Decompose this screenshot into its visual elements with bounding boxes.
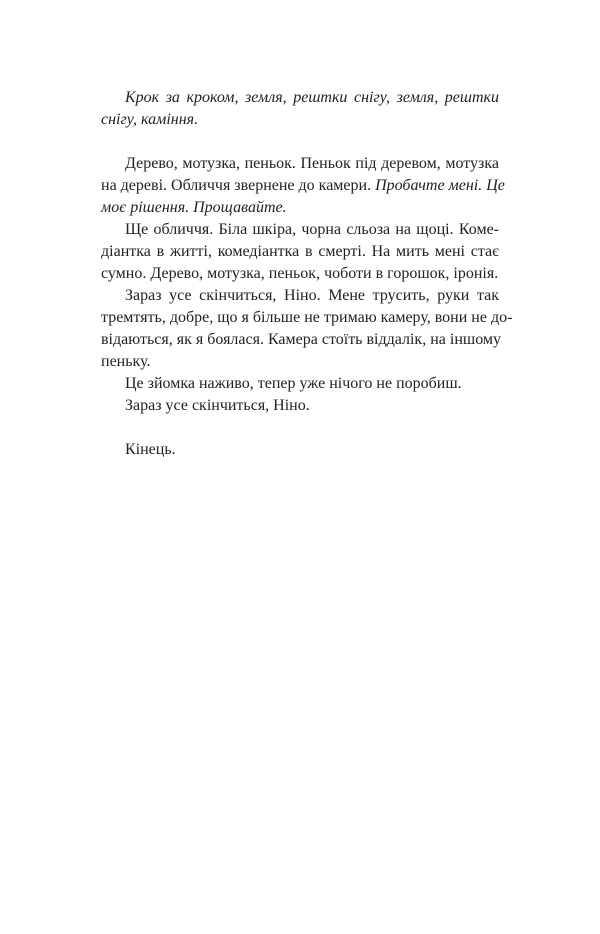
italic-text: моє рішення. Прощавайте. [101, 199, 287, 216]
text-line [101, 439, 499, 461]
text-line [101, 109, 499, 131]
paragraph [101, 395, 499, 417]
text: сумно. Дерево, мотузка, пеньок, чоботи в горошок, іронія. [101, 265, 499, 282]
book-page [101, 87, 513, 461]
text: Це зйомка наживо, тепер уже нічого не поробиш. [125, 375, 462, 392]
text-line [101, 285, 499, 307]
text-line [101, 197, 499, 219]
paragraph-italic-epigraph [101, 87, 499, 131]
text: Зараз усе скінчиться, Ніно. [125, 397, 310, 414]
text-line [101, 373, 499, 395]
italic-text: снігу, каміння. [101, 111, 199, 128]
italic-text: Крок за кроком, земля, рештки снігу, земля, рештки [125, 89, 499, 106]
text: Зараз усе скінчиться, Ніно. Мене трусить, руки так [125, 287, 499, 304]
paragraph [101, 373, 499, 395]
text: Ще обличчя. Біла шкіра, чорна сльоза на щоці. Коме- [125, 221, 499, 238]
text: діантка в житті, комедіантка в смерті. На мить мені стає [101, 243, 499, 260]
text: Дерево, мотузка, пеньок. Пеньок під деревом, мотузка [125, 155, 499, 172]
text: тремтять, добре, що я більше не тримаю камеру, вони не до- [101, 309, 513, 326]
paragraph [101, 285, 513, 373]
paragraph [101, 153, 505, 219]
paragraph-ending [101, 439, 499, 461]
text-line [101, 87, 499, 109]
text: Кінець. [125, 441, 176, 458]
text-line [101, 395, 499, 417]
text-line [101, 153, 499, 175]
paragraph [101, 219, 499, 285]
italic-text: Пробачте мені. Це [375, 177, 505, 194]
text-line [101, 241, 499, 263]
text: на дереві. Обличчя звернене до камери. [101, 177, 376, 194]
text-line [101, 307, 513, 329]
text-line [101, 219, 499, 241]
text-line [101, 175, 505, 197]
text: пеньку. [101, 353, 151, 370]
text: відаються, як я боялася. Камера стоїть віддалік, на іншому [101, 331, 502, 348]
text-line [101, 351, 499, 373]
text-line [101, 263, 499, 285]
text-line [101, 329, 502, 351]
